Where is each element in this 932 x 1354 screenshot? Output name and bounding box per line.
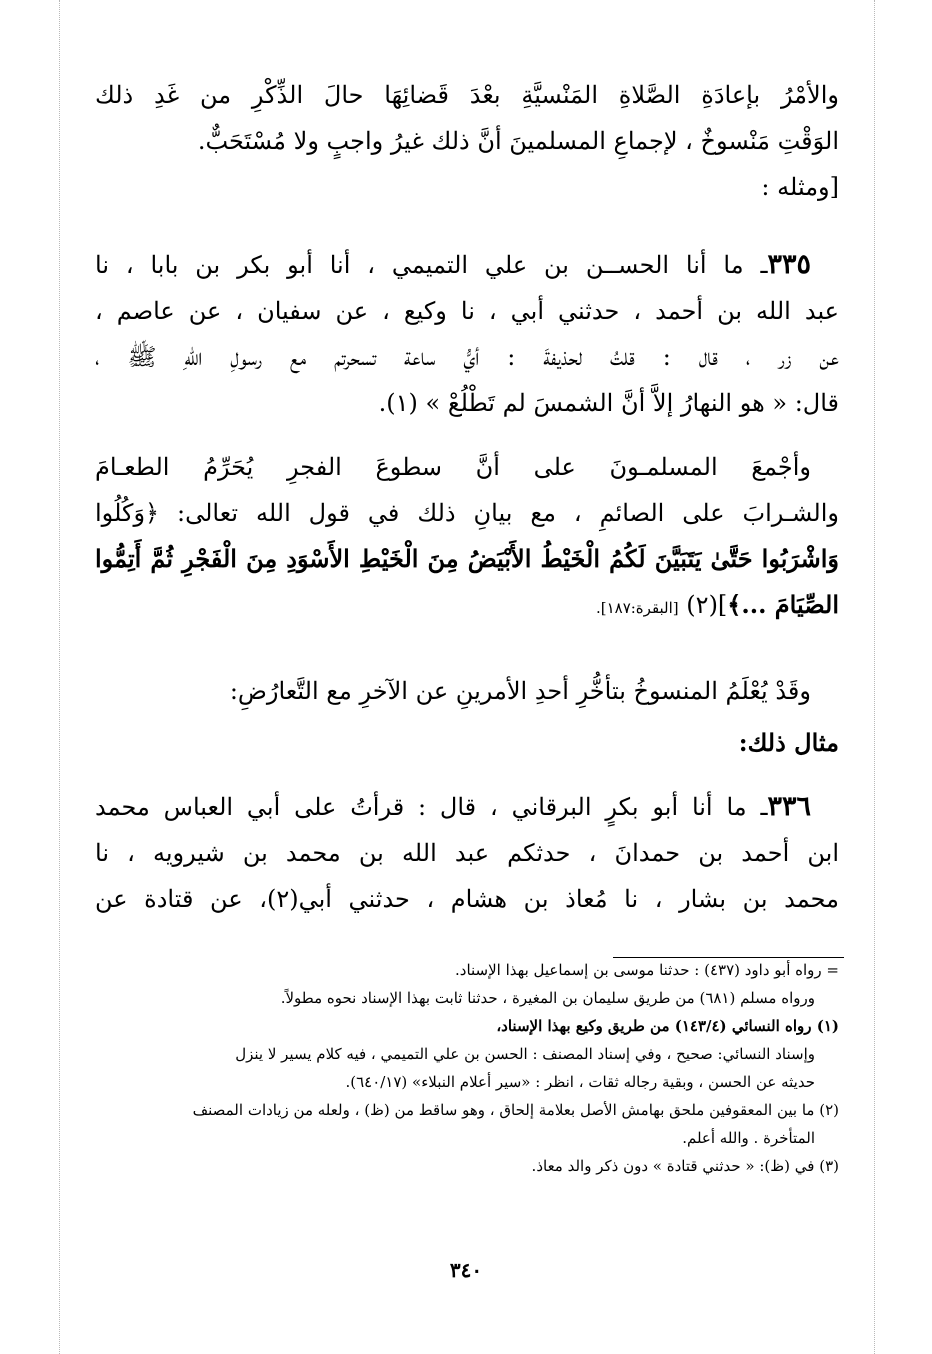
text-line: مثال ذلك: <box>738 728 839 757</box>
text-line-content: ـ ما أنا أبو بكرٍ البرقاني ، قال : قرأتُ على أبي العباس محمد <box>95 793 768 821</box>
text-line: [ومثله : <box>761 173 839 201</box>
text-line: عن زر ، قال : قلتُ لحذيفةَ : أيُّ ساعة تسحرتم مع رسولِ اللهِ ﷺ ، <box>95 343 839 371</box>
hadith-335 <box>95 242 839 426</box>
left-margin-dots <box>59 0 60 1354</box>
text-line: محمد بن بشار ، نا مُعاذ بن هشام ، حدثني أبي(٢)، عن قتادة عن <box>95 885 839 913</box>
footnote-2: (٢) ما بين المعقوفين ملحق بهامش الأصل بعلامة إلحاق ، وهو ساقط من (ظ) ، ولعله من زيادات المصنف <box>192 1101 839 1119</box>
text-line <box>95 242 839 288</box>
quran-verse-end: الصِّيَامَ ...﴾ <box>727 590 839 619</box>
text-line: والشـرابَ على الصائمِ ، مع بيانِ ذلك في قول الله تعالى: ﴿وَكُلُوا <box>95 499 839 527</box>
text-line: الوَقْتِ مَنْسوخٌ ، لإجماعِ المسلمينَ أنَّ ذلك غيرُ واجبٍ ولا مُسْتَحَبٌّ. <box>197 127 839 155</box>
quran-verse-line: وَاشْرَبُوا حَتَّىٰ يَتَبَيَّنَ لَكُمُ الْخَيْطُ الأَبْيَضُ مِنَ الْخَيْطِ الأَسْوَدِ مِنَ الْفَجْرِ ثُمَّ أَتِمُّوا <box>95 544 839 573</box>
footnote-line: حديثه عن الحسن ، وبقية رجاله ثقات ، انظر : «سير أعلام النبلاء» (٦٤٠/١٧). <box>345 1073 815 1091</box>
paragraph-ijma <box>95 444 839 631</box>
footnote-3: (٣) في (ظ): « حدثني قتادة » دون ذكر والد معاذ. <box>531 1157 839 1175</box>
text-line: ابن أحمد بن حمدانَ ، حدثكم عبد الله بن محمد بن شيرويه ، نا <box>95 839 839 867</box>
paragraph-abrogation <box>95 72 839 210</box>
text-line: عبد الله بن أحمد ، حدثني أبي ، نا وكيع ، عن سفيان ، عن عاصم ، <box>95 297 839 325</box>
text-line: والأمْرُ بإعادَةِ الصَّلاةِ المَنْسيَّةِ بعْدَ قَضائِهَا حالَ الذِّكْرِ من غَدِ ذلك <box>95 81 839 109</box>
footnote-line: المتأخرة . والله أعلم. <box>682 1129 815 1147</box>
hadith-number: ٣٣٦ <box>767 791 811 822</box>
footnote-line: = رواه أبو داود (٤٣٧) : حدثنا موسى بن إسماعيل بهذا الإسناد. <box>455 961 839 979</box>
footnote-1: (١) رواه النسائي (١٤٣/٤) من طريق وكيع بهذا الإسناد، <box>496 1017 839 1035</box>
footnote-line: وإسناد النسائي: صحيح ، وفي إسناد المصنف : الحسن بن علي التميمي ، فيه كلام يسير لا ينزل <box>235 1045 815 1063</box>
bracket-note: ](٢) <box>686 591 728 619</box>
text-line: وقَدْ يُعْلَمُ المنسوخُ بتأخُّرِ أحدِ الأمرينِ عن الآخرِ مع التَّعارُضِ: <box>229 677 811 705</box>
footnotes <box>95 956 839 1180</box>
footnote-line: ورواه مسلم (٦٨١) من طريق سليمان بن المغيرة ، حدثنا ثابت بهذا الإسناد نحوه مطولاً. <box>280 989 815 1007</box>
example-heading <box>95 720 839 766</box>
hadith-number: ٣٣٥ <box>767 249 811 280</box>
paragraph-delay <box>95 668 839 714</box>
hadith-336 <box>95 784 839 922</box>
right-margin-dots <box>874 0 875 1354</box>
text-line-content: ـ ما أنا الحســن بن علي التميمي ، أنا أبو بكر بن بابا ، نا <box>95 251 768 279</box>
text-line <box>95 582 839 631</box>
page-number: ٣٤٠ <box>449 1258 483 1282</box>
text-line: قال: « هو النهارُ إلاَّ أنَّ الشمسَ لم تَطْلُعْ » (١). <box>378 389 839 417</box>
text-line: وأجْمعَ المسلمـونَ على أنَّ سطوعَ الفجرِ يُحَرِّمُ الطعـامَ <box>95 453 811 481</box>
verse-reference: [البقرة:١٨٧]. <box>595 599 679 617</box>
text-line <box>95 784 839 830</box>
